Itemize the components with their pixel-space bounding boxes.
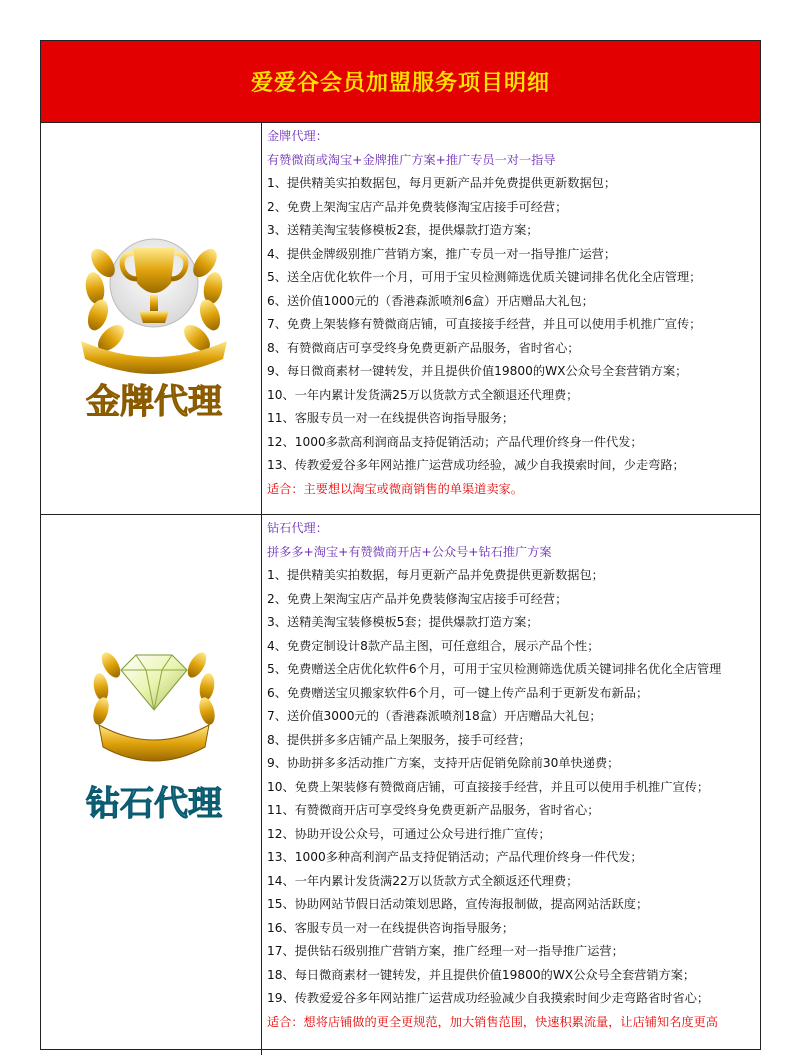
diamond-row [41, 515, 760, 1055]
list-item: 12、1000多款高利润商品支持促销活动；产品代理价终身一件代发； [267, 434, 643, 449]
list-item: 4、提供金牌级别推广营销方案，推广专员一对一指导推广运营； [267, 246, 617, 261]
list-item: 10、一年内累计发货满25万以货款方式全额退还代理费； [267, 387, 579, 402]
list-item: 7、免费上架装修有赞微商店铺，可直接接手经营，并且可以使用手机推广宣传； [267, 317, 702, 331]
membership-table [40, 40, 761, 1050]
list-item: 9、每日微商素材一键转发，并且提供价值19800的WX公众号全套营销方案； [267, 364, 688, 378]
list-item: 12、协助开设公众号，可通过公众号进行推广宣传； [267, 826, 551, 841]
diamond-badge [41, 515, 262, 1055]
list-item: 19、传教爱爱谷多年网站推广运营成功经验减少自我摸索时间少走弯路省时省心； [267, 991, 710, 1005]
list-item: 4、免费定制设计8款产品主图，可任意组合，展示产品个性； [267, 638, 600, 653]
list-item: 16、客服专员一对一在线提供咨询指导服务； [267, 920, 515, 935]
list-item: 3、送精美淘宝装修模板5套；提供爆款打造方案； [267, 615, 539, 629]
gold-content [267, 125, 759, 501]
list-item: 2、免费上架淘宝店产品并免费装修淘宝店接手可经营； [267, 199, 568, 214]
diamond-label: 钻石代理： [267, 521, 328, 535]
page-title: 爱爱谷会员加盟服务项目明细 [250, 71, 550, 96]
gold-label: 金牌代理： [267, 129, 328, 143]
list-item: 8、提供拼多多店铺产品上架服务，接手可经营； [267, 732, 531, 747]
list-item: 6、免费赠送宝贝搬家软件6个月，可一键上传产品利于更新发布新品； [267, 685, 649, 700]
list-item: 15、协助网站节假日活动策划思路，宣传海报制做，提高网站活跃度； [267, 897, 649, 911]
list-item: 3、送精美淘宝装修模板2套，提供爆款打造方案； [267, 223, 539, 237]
list-item: 13、1000多种高利润产品支持促销活动；产品代理价终身一件代发； [267, 850, 643, 864]
diamond-content [267, 517, 759, 1034]
list-item: 2、免费上架淘宝店产品并免费装修淘宝店接手可经营； [267, 591, 568, 606]
list-item: 1、提供精美实拍数据，每月更新产品并免费提供更新数据包； [267, 568, 604, 582]
trophy-laurel-icon [41, 123, 262, 514]
diamond-laurel-icon [41, 515, 262, 1055]
list-item: 5、送全店优化软件一个月，可用于宝贝检测筛选优质关键词排名优化全店管理； [267, 270, 702, 284]
list-item: 17、提供钻石级别推广营销方案，推广经理一对一指导推广运营； [267, 944, 624, 958]
diamond-suitable: 适合：想将店铺做的更全更规范，加大销售范围，快速积累流量，让店铺知名度更高 [267, 1014, 718, 1029]
list-item: 7、送价值3000元的（香港森派喷剂18盒）开店赠品大礼包； [267, 709, 602, 723]
gold-badge-text: 金牌代理 [86, 382, 222, 422]
gold-suitable: 适合：主要想以淘宝或微商销售的单渠道卖家。 [267, 481, 523, 496]
list-item: 6、送价值1000元的（香港森派喷剂6盒）开店赠品大礼包； [267, 293, 594, 308]
gold-badge [41, 123, 262, 514]
list-item: 13、传教爱爱谷多年网站推广运营成功经验，减少自我摸索时间，少走弯路； [267, 458, 685, 472]
diamond-subtitle: 拼多多+淘宝+有赞微商开店+公众号+钻石推广方案 [267, 544, 552, 559]
list-item: 18、每日微商素材一键转发，并且提供价值19800的WX公众号全套营销方案； [267, 967, 696, 982]
gold-row [41, 123, 760, 515]
diamond-badge-text: 钻石代理 [86, 784, 222, 824]
list-item: 1、提供精美实拍数据包，每月更新产品并免费提供更新数据包； [267, 176, 617, 190]
list-item: 11、客服专员一对一在线提供咨询指导服务； [267, 411, 515, 425]
list-item: 10、免费上架装修有赞微商店铺，可直接接手经营，并且可以使用手机推广宣传； [267, 779, 710, 794]
list-item: 11、有赞微商开店可享受终身免费更新产品服务，省时省心； [267, 803, 600, 817]
list-item: 5、免费赠送全店优化软件6个月，可用于宝贝检测筛选优质关键词排名优化全店管理 [267, 662, 722, 676]
list-item: 8、有赞微商店可享受终身免费更新产品服务，省时省心； [267, 340, 580, 355]
list-item: 14、一年内累计发货满22万以货款方式全额返还代理费； [267, 873, 579, 888]
table-header [41, 41, 760, 123]
list-item: 9、协助拼多多活动推广方案，支持开店促销免除前30单快递费； [267, 756, 620, 770]
gold-subtitle: 有赞微商或淘宝+金牌推广方案+推广专员一对一指导 [267, 152, 556, 167]
